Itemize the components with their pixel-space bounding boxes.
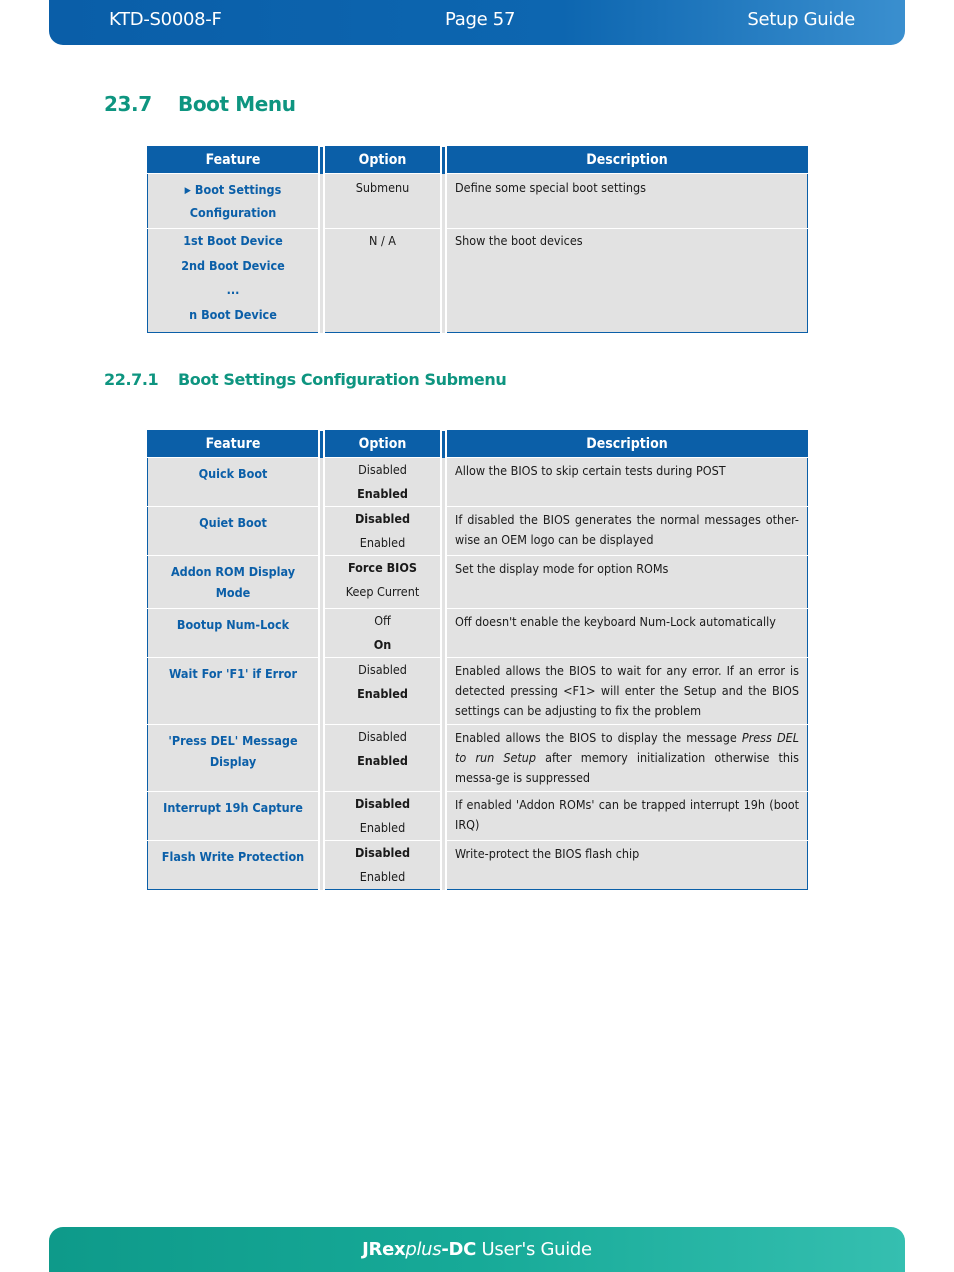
table-header-row (148, 147, 808, 174)
option-cell (322, 507, 444, 556)
document-id: KTD-S0008-F (109, 9, 222, 30)
table-row (148, 658, 808, 725)
option-value: N / A (368, 233, 397, 248)
option-cell (322, 658, 444, 725)
section-title: Boot Menu (178, 92, 296, 116)
footer-text: User's Guide (476, 1239, 592, 1260)
table-row (148, 458, 808, 507)
feature-cell[interactable]: Addon ROM Display Mode (148, 556, 322, 609)
footer-title (49, 1239, 905, 1260)
feature-line: n Boot Device (189, 306, 277, 322)
option-value-default: Enabled (357, 486, 408, 501)
option-value-default: Disabled (354, 796, 411, 811)
option-value: Disabled (358, 662, 407, 677)
product-name: JRex (362, 1239, 406, 1260)
option-value-default: On (373, 637, 392, 652)
description-cell (444, 725, 808, 792)
table-row (148, 507, 808, 556)
option-value: Keep Current (345, 584, 420, 599)
table-row (148, 792, 808, 841)
description-cell: If enabled 'Addon ROMs' can be trapped interrupt 19h (boot IRQ) (444, 792, 808, 841)
section-heading-boot-settings (104, 370, 506, 389)
column-header-feature: Feature (148, 431, 322, 458)
header-section: Setup Guide (747, 9, 855, 30)
table-row (148, 174, 808, 229)
description-text: after memory initialization otherwise this messa-ge is suppressed (455, 750, 799, 785)
table-row (148, 556, 808, 609)
feature-cell[interactable]: 'Press DEL' Message Display (148, 725, 322, 792)
product-name-italic: plus (405, 1239, 442, 1260)
option-cell (322, 458, 444, 507)
page-header (49, 0, 905, 45)
feature-line: ... (226, 282, 240, 297)
table-header-row (148, 431, 808, 458)
description-cell: Enabled allows the BIOS to wait for any error. If an error is detected pressing <F1> will enter the Setup and the BIOS settings can be adjusting to fix the problem (444, 658, 808, 725)
feature-line: 2nd Boot Device (181, 257, 285, 273)
column-header-option: Option (322, 431, 444, 458)
column-header-option: Option (322, 147, 444, 174)
option-value: Off (374, 613, 391, 628)
description-cell: Write-protect the BIOS flash chip (444, 841, 808, 890)
option-value: Enabled (359, 535, 406, 550)
product-suffix: -DC (441, 1239, 477, 1260)
page-number: Page 57 (445, 9, 516, 30)
option-cell (322, 174, 444, 229)
option-cell (322, 229, 444, 333)
description-cell: Off doesn't enable the keyboard Num-Lock automatically (444, 609, 808, 658)
feature-line: Configuration (189, 205, 277, 220)
option-value-default: Disabled (354, 845, 411, 860)
section-number: 23.7 (104, 92, 152, 116)
section-heading-boot-menu (104, 92, 296, 116)
option-cell (322, 792, 444, 841)
option-cell (322, 556, 444, 609)
option-cell (322, 609, 444, 658)
option-cell (322, 725, 444, 792)
column-header-description: Description (444, 431, 808, 458)
triangle-right-icon: ▶ (184, 186, 191, 196)
feature-line: 1st Boot Device (183, 233, 283, 248)
feature-cell[interactable]: Flash Write Protection (148, 841, 322, 890)
description-cell: If disabled the BIOS generates the normal messages other-wise an OEM logo can be displayed (444, 507, 808, 556)
option-value-default: Enabled (357, 686, 408, 701)
table-row (148, 609, 808, 658)
option-cell (322, 841, 444, 890)
table-row (148, 841, 808, 890)
option-value-default: Disabled (354, 511, 411, 526)
column-header-feature: Feature (148, 147, 322, 174)
subsection-number: 22.7.1 (104, 370, 159, 389)
subsection-title: Boot Settings Configuration Submenu (178, 370, 507, 389)
description-cell: Allow the BIOS to skip certain tests during POST (444, 458, 808, 507)
feature-cell[interactable]: Bootup Num-Lock (148, 609, 322, 658)
description-cell: Define some special boot settings (444, 174, 808, 229)
option-value-default: Enabled (357, 753, 408, 768)
option-value-default: Force BIOS (347, 560, 418, 575)
feature-line: Boot Settings (194, 182, 282, 197)
feature-cell[interactable] (148, 229, 322, 333)
column-header-description: Description (444, 147, 808, 174)
option-value: Enabled (359, 869, 406, 884)
boot-menu-table (147, 146, 808, 333)
description-cell: Set the display mode for option ROMs (444, 556, 808, 609)
page-footer (49, 1227, 905, 1272)
table-row (148, 229, 808, 333)
feature-cell[interactable] (148, 174, 322, 229)
description-text: Enabled allows the BIOS to display the message (455, 730, 742, 745)
option-value: Disabled (358, 729, 407, 744)
feature-cell[interactable]: Quiet Boot (148, 507, 322, 556)
option-value: Disabled (358, 462, 407, 477)
option-value: Enabled (359, 820, 406, 835)
table-row (148, 725, 808, 792)
option-value: Submenu (355, 180, 410, 195)
description-emphasis: Press DEL to run Setup (455, 730, 799, 765)
feature-cell[interactable]: Wait For 'F1' if Error (148, 658, 322, 725)
description-cell: Show the boot devices (444, 229, 808, 333)
feature-cell[interactable]: Interrupt 19h Capture (148, 792, 322, 841)
boot-settings-table (147, 430, 808, 890)
feature-cell[interactable]: Quick Boot (148, 458, 322, 507)
